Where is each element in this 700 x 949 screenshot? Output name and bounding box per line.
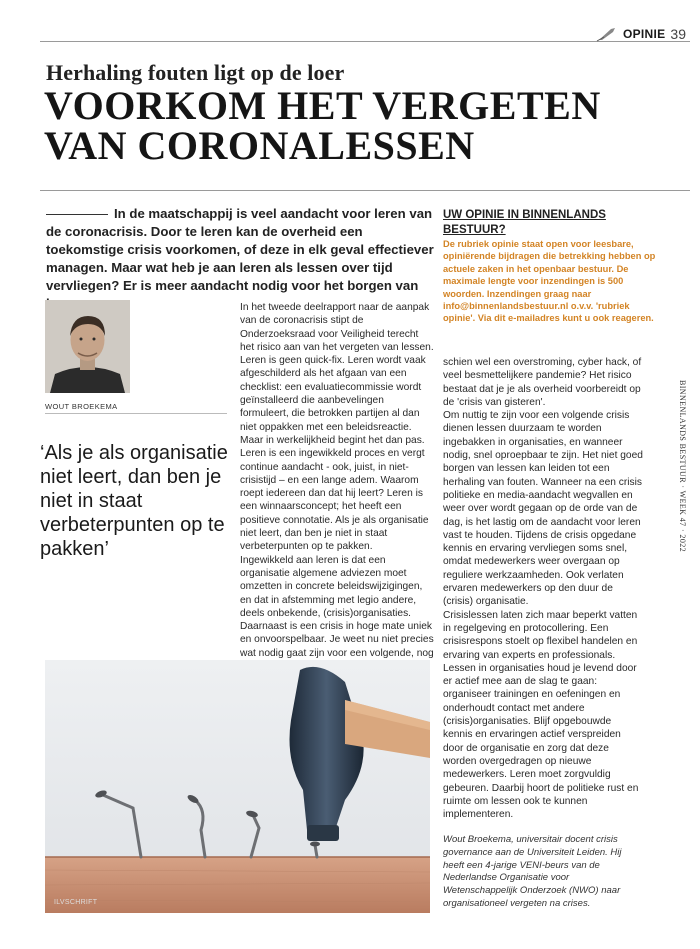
col1-paragraph-3: Ingewikkeld aan leren is dat een organisatie algemene adviezen moet omzetten in concrete beleidswijzigingen, en dat in afstemming met legio andere, deels onbekende, (crisis)organisaties. Daarnaast is een crisis in hoge mate uniek en onvoorspelbaar. Je weet nu niet precies wat nodig gaat zijn voor een volgende, nog xyxy=(240,554,434,659)
col2-paragraph-1: schien wel een overstroming, cyber hack, of veel besmettelijkere pandemie? Het risico bestaat dat je je als overheid voorbereidt op de 'crisis van gisteren'. xyxy=(443,357,642,408)
section-label: OPINIE xyxy=(622,27,666,41)
headline xyxy=(44,83,684,168)
kicker: Herhaling fouten ligt op de loer xyxy=(46,60,345,85)
lead-paragraph xyxy=(46,205,436,313)
sidebar-running-text xyxy=(675,380,689,720)
hammer-nails-illustration xyxy=(45,660,430,913)
quill-icon xyxy=(596,26,618,42)
caption-rule xyxy=(45,413,227,414)
body-column-2 xyxy=(443,356,643,821)
author-caption: WOUT BROEKEMA xyxy=(45,402,118,411)
top-rule xyxy=(40,41,690,42)
image-credit: ILVSCHRIFT xyxy=(54,899,98,906)
author-photo xyxy=(45,300,130,393)
page-header xyxy=(596,26,686,42)
author-portrait xyxy=(45,300,130,393)
lead-rule xyxy=(46,214,108,215)
author-bio: Wout Broekema, universitair docent crisis governance aan de Universiteit Leiden. Hij heeft een 4-jarige VENI-beurs van de Nederlandse Organisatie voor Wetenschappelijk Onderzoek (NWO) naar organisationeel vergeten na crises. xyxy=(443,834,622,909)
lead-text: In de maatschappij is veel aandacht voor leren van de coronacrisis. Door te leren kan de overheid een toekomstige crisis voorkomen, of deze in elk geval effectiever managen. Maar wat heb je aan leren als lessen over tijd vervliegen? Er is meer aandacht nodig voor het borgen van xyxy=(46,206,434,293)
col2-paragraph-2: Om nuttig te zijn voor een volgende crisis dienen lessen duurzaam te worden ingebakken in organisaties, en wanneer nodig, snel oproepbaar te zijn. Het niet goed borgen van lessen kan leiden tot een herhaling van fouten. Wanneer na een crisis politieke en media-aandacht wegvallen en weer over wordt gegaan op de orde van de dag, is het lastig om de aandacht voor leren vast te houden. Tijdens de crisis opgedane kennis en ervaring vervliegen soms snel, omdat medewerkers weer overgaan op reguliere werkzaamheden. Ook verlaten ervaren medewerkers op den duur de (crisis) organisatie. xyxy=(443,410,643,608)
headline-line-2: VAN CORONALESSEN xyxy=(44,123,475,168)
sidebar-text: BINNENLANDS BESTUUR · WEEK 47 · 2022 xyxy=(678,380,687,553)
pull-quote: ‘Als je als organisatie niet leert, dan ben je niet in staat verbeterpunten op te pakken’ xyxy=(40,442,228,560)
col2-paragraph-3: Crisislessen laten zich maar beperkt vatten in regelgeving en protocollering. Een crisisrespons stoelt op flexibel handelen en ervaring van experts en professionals. Lessen in organisaties houd je levend door er actief mee aan de slag te gaan: organiseer trainingen en oefeningen en onderhoudt contact met andere (crisis)organisaties. Blijf opgebouwde kennis en ervaringen actief verspreiden door de organisatie en zorg dat deze worden overgedragen op nieuwe medewerkers. Leren moet zorgvuldig gebeuren. Daarbij hoort de politieke rust en ruimte om lessen ook te kunnen implementeren. xyxy=(443,609,639,821)
col1-paragraph-1: In het tweede deelrapport naar de aanpak van de coronacrisis stipt de Onderzoeksraad voor Veiligheid terecht het risico aan van het vergeten van lessen. xyxy=(240,302,434,353)
section-divider xyxy=(40,190,690,191)
infobox-title: UW OPINIE IN BINNENLANDS BESTUUR? xyxy=(443,209,606,236)
page-number: 39 xyxy=(670,26,686,42)
infobox-body: De rubriek opinie staat open voor leesbare, opiniërende bijdragen die betrekking hebben op actuele zaken in het openbaar bestuur. De maximale lengte voor inzendingen is 500 woorden. Inzendingen graag naar info@binnenlandsbestuur.nl o.v.v. 'rubriek opinie'. Via dit e-mailadres kunt u ook reageren. xyxy=(443,239,656,324)
body-column-1 xyxy=(240,301,435,673)
headline-line-1: VOORKOM HET VERGETEN xyxy=(44,83,601,128)
col1-paragraph-2: Leren is geen quick-fix. Leren wordt vaak afgeschilderd als het afgaan van een checklist: een evaluatiecommissie wordt geïnstalleerd die aanbevelingen formuleert, die betrokken partijen al dan niet oppakken met een beleidsreactie. Maar in werkelijkheid begint het dan pas. Leren is een ingewikkeld proces en vergt continue aandacht - ook, juist, in niet-crisistijd – en een lange adem. Waarom roept iedereen dan dat hij leert? Leren is een winnaarsconcept; het heeft een positieve connotatie. Als je als organisatie niet leert, dan ben je niet in staat verbeterpunten op te pakken. xyxy=(240,355,429,553)
